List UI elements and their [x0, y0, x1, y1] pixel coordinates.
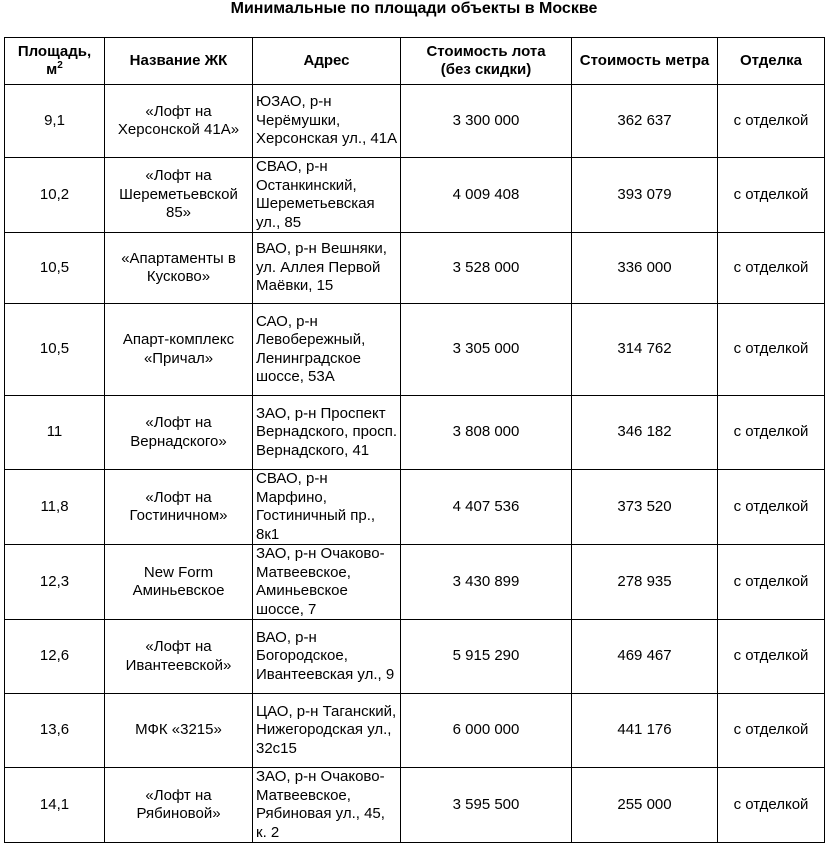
- cell-lot-price: 3 528 000: [401, 233, 572, 304]
- cell-address: СВАО, р-н Останкинский, Шереметьевская ул., 85: [253, 158, 401, 233]
- cell-lot-price: 4 009 408: [401, 158, 572, 233]
- table-row: [5, 233, 825, 304]
- table-row: [5, 304, 825, 396]
- cell-lot-price: 3 595 500: [401, 768, 572, 843]
- cell-name: «Лофт на Вернадского»: [105, 396, 253, 470]
- cell-lot-price: 3 300 000: [401, 85, 572, 158]
- cell-address: ЮЗАО, р-н Черёмушки, Херсонская ул., 41А: [253, 85, 401, 158]
- cell-area: 11,8: [5, 470, 105, 545]
- table-row: [5, 620, 825, 694]
- cell-finish: с отделкой: [718, 768, 825, 843]
- cell-meter-price: 362 637: [572, 85, 718, 158]
- cell-area: 9,1: [5, 85, 105, 158]
- table-row: [5, 545, 825, 620]
- cell-area: 10,2: [5, 158, 105, 233]
- cell-finish: с отделкой: [718, 694, 825, 768]
- header-name: Название ЖК: [105, 38, 253, 85]
- cell-address: ЗАО, р-н Очаково-Матвеевское, Рябиновая ул., 45, к. 2: [253, 768, 401, 843]
- cell-finish: с отделкой: [718, 233, 825, 304]
- cell-address: ЗАО, р-н Очаково-Матвеевское, Аминьевское шоссе, 7: [253, 545, 401, 620]
- cell-area: 11: [5, 396, 105, 470]
- cell-lot-price: 3 305 000: [401, 304, 572, 396]
- cell-name: «Лофт на Херсонской 41А»: [105, 85, 253, 158]
- header-lot-price: Стоимость лота (без скидки): [401, 38, 572, 85]
- cell-address: ЦАО, р-н Таганский, Нижегородская ул., 32с15: [253, 694, 401, 768]
- cell-finish: с отделкой: [718, 396, 825, 470]
- cell-address: СВАО, р-н Марфино, Гостиничный пр., 8к1: [253, 470, 401, 545]
- cell-name: «Лофт на Гостиничном»: [105, 470, 253, 545]
- table-row: [5, 768, 825, 843]
- cell-meter-price: 393 079: [572, 158, 718, 233]
- cell-lot-price: 4 407 536: [401, 470, 572, 545]
- cell-meter-price: 278 935: [572, 545, 718, 620]
- cell-lot-price: 3 808 000: [401, 396, 572, 470]
- cell-lot-price: 6 000 000: [401, 694, 572, 768]
- table-row: [5, 396, 825, 470]
- cell-finish: с отделкой: [718, 620, 825, 694]
- cell-meter-price: 441 176: [572, 694, 718, 768]
- cell-finish: с отделкой: [718, 85, 825, 158]
- cell-name: Апарт-комплекс «Причал»: [105, 304, 253, 396]
- cell-address: ВАО, р-н Вешняки, ул. Аллея Первой Маёвки, 15: [253, 233, 401, 304]
- cell-name: «Лофт на Ивантеевской»: [105, 620, 253, 694]
- cell-meter-price: 314 762: [572, 304, 718, 396]
- cell-name: «Апартаменты в Кусково»: [105, 233, 253, 304]
- cell-area: 10,5: [5, 233, 105, 304]
- objects-table: [4, 37, 825, 843]
- cell-meter-price: 336 000: [572, 233, 718, 304]
- cell-meter-price: 373 520: [572, 470, 718, 545]
- cell-area: 14,1: [5, 768, 105, 843]
- cell-meter-price: 346 182: [572, 396, 718, 470]
- header-finish: Отделка: [718, 38, 825, 85]
- cell-finish: с отделкой: [718, 158, 825, 233]
- cell-area: 12,3: [5, 545, 105, 620]
- cell-lot-price: 5 915 290: [401, 620, 572, 694]
- cell-meter-price: 469 467: [572, 620, 718, 694]
- header-address: Адрес: [253, 38, 401, 85]
- table-row: [5, 694, 825, 768]
- header-area: Площадь, $м^2$: [5, 38, 105, 85]
- page-title: Минимальные по площади объекты в Москве: [230, 0, 598, 17]
- table-header-row: [5, 38, 825, 85]
- table-row: [5, 158, 825, 233]
- cell-finish: с отделкой: [718, 304, 825, 396]
- cell-name: «Лофт на Рябиновой»: [105, 768, 253, 843]
- cell-finish: с отделкой: [718, 470, 825, 545]
- cell-area: 12,6: [5, 620, 105, 694]
- cell-name: МФК «3215»: [105, 694, 253, 768]
- cell-address: ЗАО, р-н Проспект Вернадского, просп. Вернадского, 41: [253, 396, 401, 470]
- cell-finish: с отделкой: [718, 545, 825, 620]
- table-row: [5, 85, 825, 158]
- cell-address: САО, р-н Левобережный, Ленинградское шоссе, 53А: [253, 304, 401, 396]
- table-row: [5, 470, 825, 545]
- cell-lot-price: 3 430 899: [401, 545, 572, 620]
- header-meter-price: Стоимость метра: [572, 38, 718, 85]
- cell-name: New Form Аминьевское: [105, 545, 253, 620]
- cell-area: 13,6: [5, 694, 105, 768]
- cell-address: ВАО, р-н Богородское, Ивантеевская ул., 9: [253, 620, 401, 694]
- cell-name: «Лофт на Шереметьевской 85»: [105, 158, 253, 233]
- cell-area: 10,5: [5, 304, 105, 396]
- cell-meter-price: 255 000: [572, 768, 718, 843]
